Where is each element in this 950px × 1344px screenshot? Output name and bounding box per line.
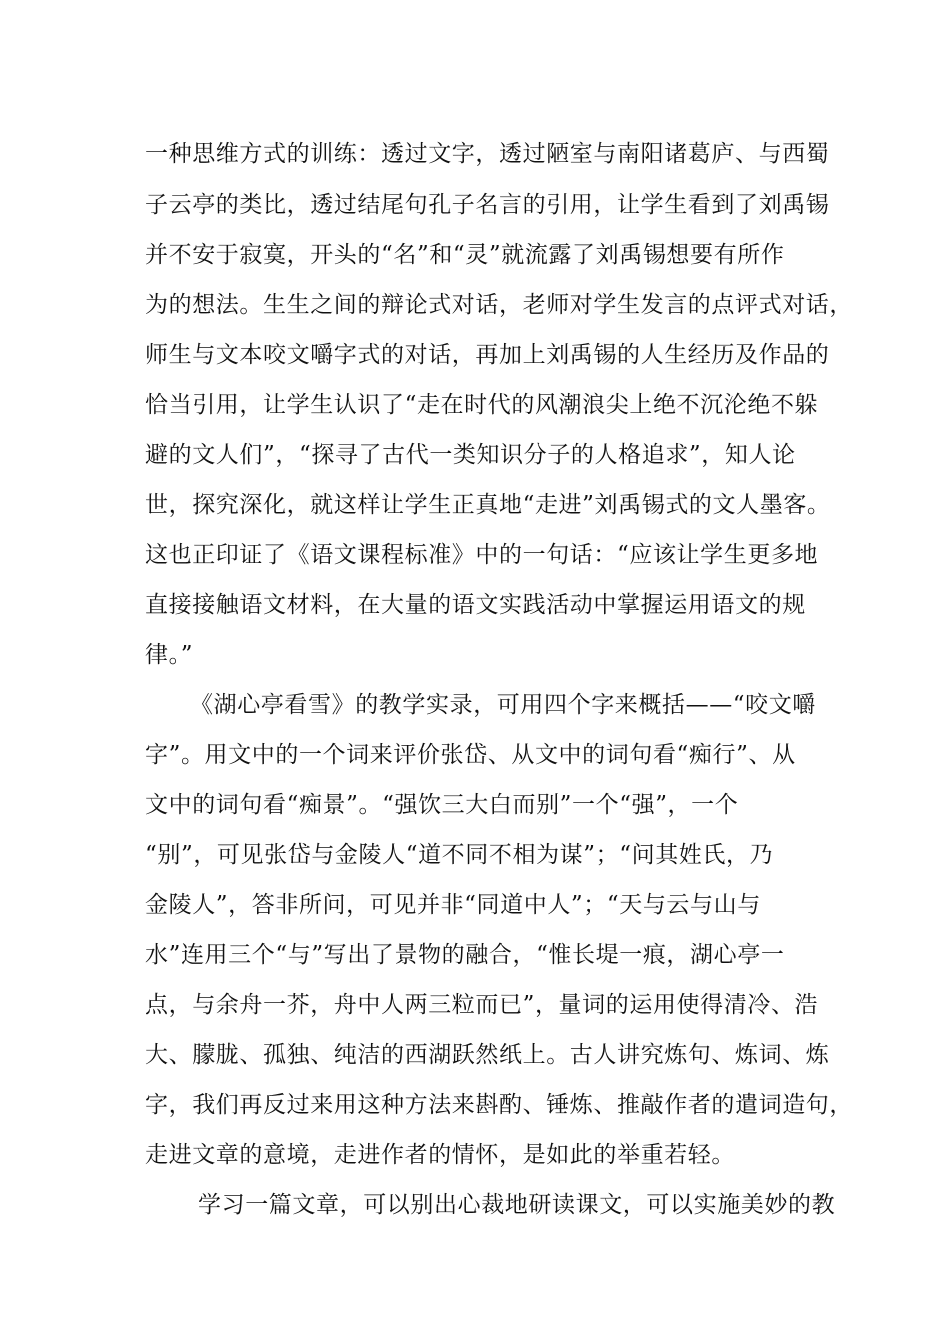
text-line: “别”，可见张岱与金陵人“道不同不相为谋”；“问其姓氏，乃 (145, 842, 774, 868)
text-line: 一种思维方式的训练：透过文字，透过陋室与南阳诸葛庐、与西蜀 (145, 141, 830, 167)
text-line: 水”连用三个“与”写出了景物的融合，“惟长堤一痕，湖心亭一 (145, 942, 785, 968)
paragraph-start: 学习一篇文章，可以别出心裁地研读课文，可以实施美妙的教 (198, 1192, 836, 1218)
text-line: 直接接触语文材料，在大量的语文实践活动中掌握运用语文的规 (145, 592, 806, 618)
text-line: 金陵人”，答非所问，可见并非“同道中人”；“天与云与山与 (145, 892, 761, 918)
paragraph-start: 《湖心亭看雪》的教学实录，可用四个字来概括——“咬文嚼 (190, 692, 816, 718)
text-line: 点，与余舟一芥，舟中人两三粒而已”，量词的运用使得清冷、浩 (145, 992, 819, 1018)
text-line: 避的文人们”，“探寻了古代一类知识分子的人格追求”，知人论 (145, 442, 796, 468)
text-line: 恰当引用，让学生认识了“走在时代的风潮浪尖上绝不沉沦绝不躲 (145, 392, 819, 418)
text-line: 为的想法。生生之间的辩论式对话，老师对学生发言的点评式对话， (145, 292, 853, 318)
text-line: 文中的词句看“痴景”。“强饮三大白而别”一个“强”，一个 (145, 792, 739, 818)
text-line: 师生与文本咬文嚼字式的对话，再加上刘禹锡的人生经历及作品的 (145, 342, 830, 368)
text-line: 子云亭的类比，透过结尾句孔子名言的引用，让学生看到了刘禹锡 (145, 192, 830, 218)
text-line: 大、朦胧、孤独、纯洁的西湖跃然纸上。古人讲究炼句、炼词、炼 (145, 1042, 830, 1068)
text-line: 律。” (145, 642, 194, 668)
text-line: 字”。用文中的一个词来评价张岱、从文中的词句看“痴行”、从 (145, 742, 796, 768)
text-line: 并不安于寂寞，开头的“名”和“灵”就流露了刘禹锡想要有所作 (145, 242, 785, 268)
text-line: 走进文章的意境，走进作者的情怀，是如此的举重若轻。 (145, 1142, 735, 1168)
text-line: 字，我们再反过来用这种方法来斟酌、锤炼、推敲作者的遣词造句， (145, 1092, 853, 1118)
text-line: 这也正印证了《语文课程标准》中的一句话：“应该让学生更多地 (145, 542, 819, 568)
text-line: 世，探究深化，就这样让学生正真地“走进”刘禹锡式的文人墨客。 (145, 492, 831, 518)
